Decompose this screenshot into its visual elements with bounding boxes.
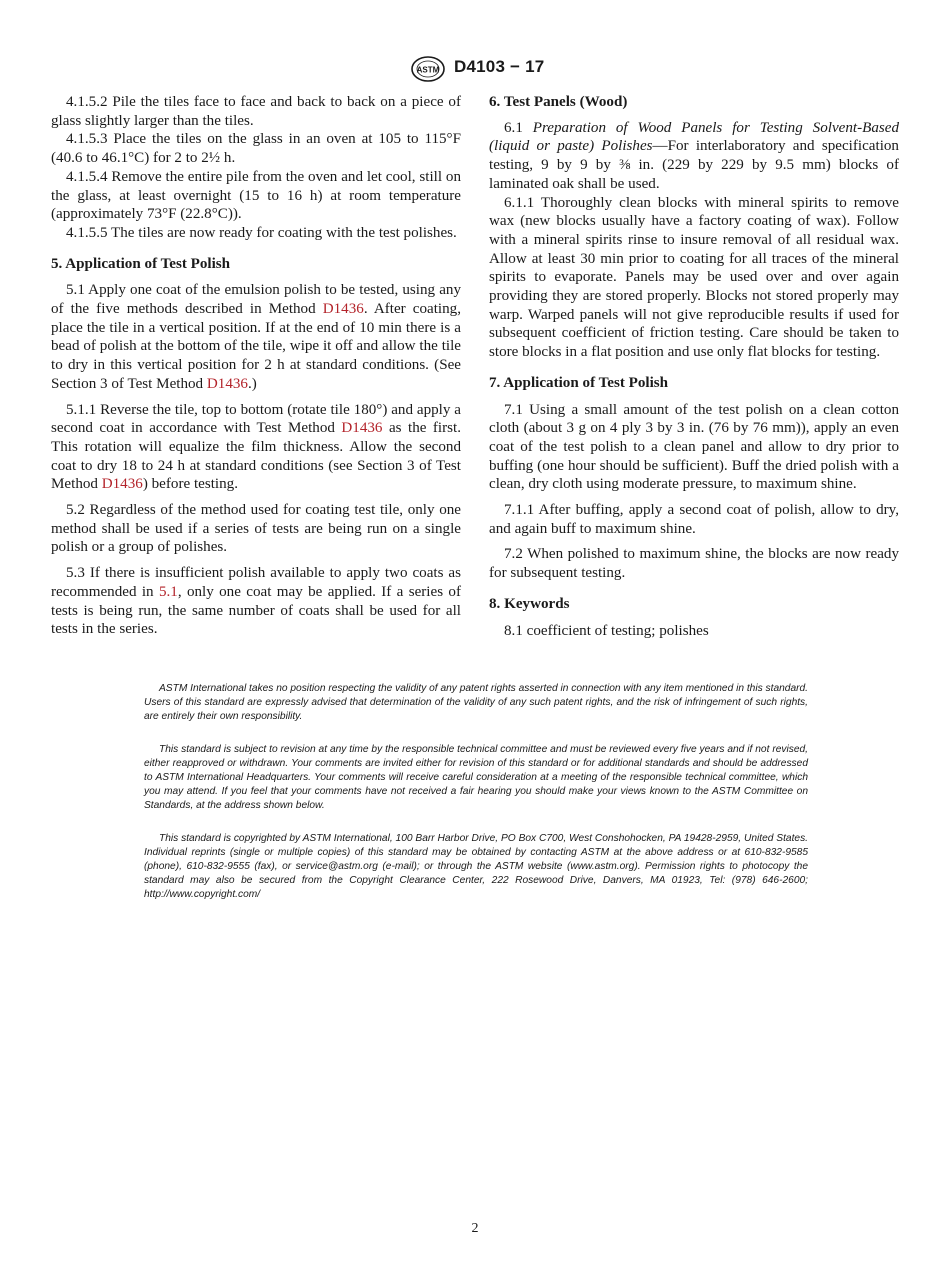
patent-notice: ASTM International takes no position respecting the validity of any patent rights asserted in connection with any item mentioned in this standard. Users of this standard are expressly advised that determination of the validity of any such patent rights, and the risk of infringement of such rights, are entirely their own responsibility. <box>144 683 808 722</box>
left-column <box>51 93 461 646</box>
document-designation: D4103 − 17 <box>454 57 545 76</box>
section-6-heading: 6. Test Panels (Wood) <box>489 94 628 110</box>
logo-text: ASTM <box>416 65 440 75</box>
page-number: 2 <box>471 1221 479 1236</box>
paragraph-5-1 <box>51 281 461 393</box>
paragraph-5-1-1-text-b: as the first. This rotation will equalize the film thickness. Allow the second coat to dry 18 to 24 h at standard conditions (see Section 3 of Test Method <box>51 420 461 493</box>
right-column <box>489 93 899 647</box>
paragraph-5-1-1-text-c: ) before testing. <box>142 476 238 493</box>
paragraph-4-1-5-3: 4.1.5.3 Place the tiles on the glass in an oven at 105 to 115°F (40.6 to 46.1°C) for 2 to 2½ h. <box>51 131 461 167</box>
paragraph-7-1-1: 7.1.1 After buffing, apply a second coat of polish, allow to dry, and again buff to maximum shine. <box>489 502 899 537</box>
paragraph-6-1-number: 6.1 <box>504 119 533 136</box>
paragraph-5-1-text-c: .) <box>247 375 257 392</box>
paragraph-4-1-5-4: 4.1.5.4 Remove the entire pile from the oven and let cool, still on the glass, at least overnight (15 to 16 h) at room temperature (approximately 73°F (22.8°C)). <box>51 168 461 223</box>
revision-notice: This standard is subject to revision at any time by the responsible technical committee and must be reviewed every five years and if not revised, either reapproved or withdrawn. Your comments are invited either for revision of this standard or for additional standards and should be addressed to ASTM International Headquarters. Your comments will receive careful consideration at a meeting of the responsible technical committee, which you may attend. If you feel that your comments have not received a fair hearing you should make your views known to the ASTM Committee on Standards, at the address shown below. <box>144 744 808 811</box>
paragraph-5-1-1 <box>51 401 461 495</box>
page-header <box>0 56 950 82</box>
astm-logo-icon <box>410 56 446 82</box>
link-d1436[interactable]: D1436 <box>322 301 364 318</box>
link-d1436[interactable]: D1436 <box>101 476 143 493</box>
paragraph-5-1-1-text-a: 5.1.1 Reverse the tile, top to bottom (rotate tile 180°) and apply a second coat in accordance with Test Method <box>51 401 461 437</box>
paragraph-6-1-1: 6.1.1 Thoroughly clean blocks with mineral spirits to remove wax (new blocks usually have a factory coating of wax). Follow with a mineral spirits rinse to insure removal of all residual wax. Allow at least 30 min prior to coating for all traces of the mineral spirits to evaporate. Panels may be used over and over again providing they are stored properly. Blocks not stored properly may warp. Warped panels will not give reproducible results if used for subsequent coefficient of friction testing. Care should be taken to store blocks in a flat position and use only flat blocks for testing. <box>489 194 899 361</box>
paragraph-5-3-text-a: 5.3 If there is insufficient polish available to apply two coats as recommended in <box>51 565 461 600</box>
paragraph-5-2: 5.2 Regardless of the method used for coating test tile, only one method shall be used if a series of tests are being run on a single polish or a group of polishes. <box>51 502 461 556</box>
paragraph-6-1-title: Preparation of Wood Panels for Testing Solvent-Based (liquid or paste) Polishes <box>489 119 899 155</box>
paragraph-5-1-text-a: 5.1 Apply one coat of the emulsion polish to be tested, using any of the five methods described in Method <box>51 282 461 318</box>
section-8-heading: 8. Keywords <box>489 595 570 612</box>
copyright-notice: This standard is copyrighted by ASTM International, 100 Barr Harbor Drive, PO Box C700, West Conshohocken, PA 19428-2959, United States. Individual reprints (single or multiple copies) of this standard may be obtained by contacting ASTM at the above address or at 610-832-9585 (phone), 610-832-9555 (fax), or service@astm.org (e-mail); or through the ASTM website (www.astm.org). Permission rights to photocopy the standard may also be secured from the Copyright Clearance Center, 222 Rosewood Drive, Danvers, MA 01923, Tel: (978) 646-2600; http://www.copyright.com/ <box>144 833 808 900</box>
section-7-heading: 7. Application of Test Polish <box>489 374 669 391</box>
paragraph-5-1-text-b: . After coating, place the tile in a vertical position. If at the end of 10 min there is a bead of polish at the bottom of the tile, wipe it off and allow the tile to dry in this vertical position for 2 h at standard conditions. (See Section 3 of Test Method <box>51 301 461 392</box>
paragraph-5-3 <box>51 564 461 639</box>
section-5-heading: 5. Application of Test Polish <box>51 255 231 272</box>
paragraph-5-3-text-b: , only one coat may be applied. If a series of tests is being run, the same number of coats shall be used for all tests in the series. <box>51 583 461 638</box>
link-section-5-1[interactable]: 5.1 <box>158 583 178 600</box>
paragraph-4-1-5-5: 4.1.5.5 The tiles are now ready for coating with the test polishes. <box>66 224 457 241</box>
paragraph-7-1: 7.1 Using a small amount of the test polish on a clean cotton cloth (about 3 g on 4 ply 3 by 3 in. (76 by 76 mm)), apply an even coat of the test polish to a clean panel and allow to dry prior to buffing (one hour should be sufficient). Buff the dried polish with a clean, dry cloth using moderate pressure, to maximum shine. <box>489 401 899 493</box>
footnotes <box>144 682 808 921</box>
paragraph-6-1 <box>489 119 899 194</box>
paragraph-6-1-text: —For interlaboratory and specification testing, 9 by 9 by ⅜ in. (229 by 229 by 9.5 mm) blocks of laminated oak shall be used. <box>489 138 899 192</box>
link-d1436[interactable]: D1436 <box>341 420 383 437</box>
paragraph-8-1: 8.1 coefficient of testing; polishes <box>504 622 709 639</box>
paragraph-7-2: 7.2 When polished to maximum shine, the blocks are now ready for subsequent testing. <box>489 546 899 582</box>
link-d1436[interactable]: D1436 <box>206 375 248 392</box>
paragraph-4-1-5-2: 4.1.5.2 Pile the tiles face to face and back to back on a piece of glass slightly larger than the tiles. <box>51 94 461 129</box>
